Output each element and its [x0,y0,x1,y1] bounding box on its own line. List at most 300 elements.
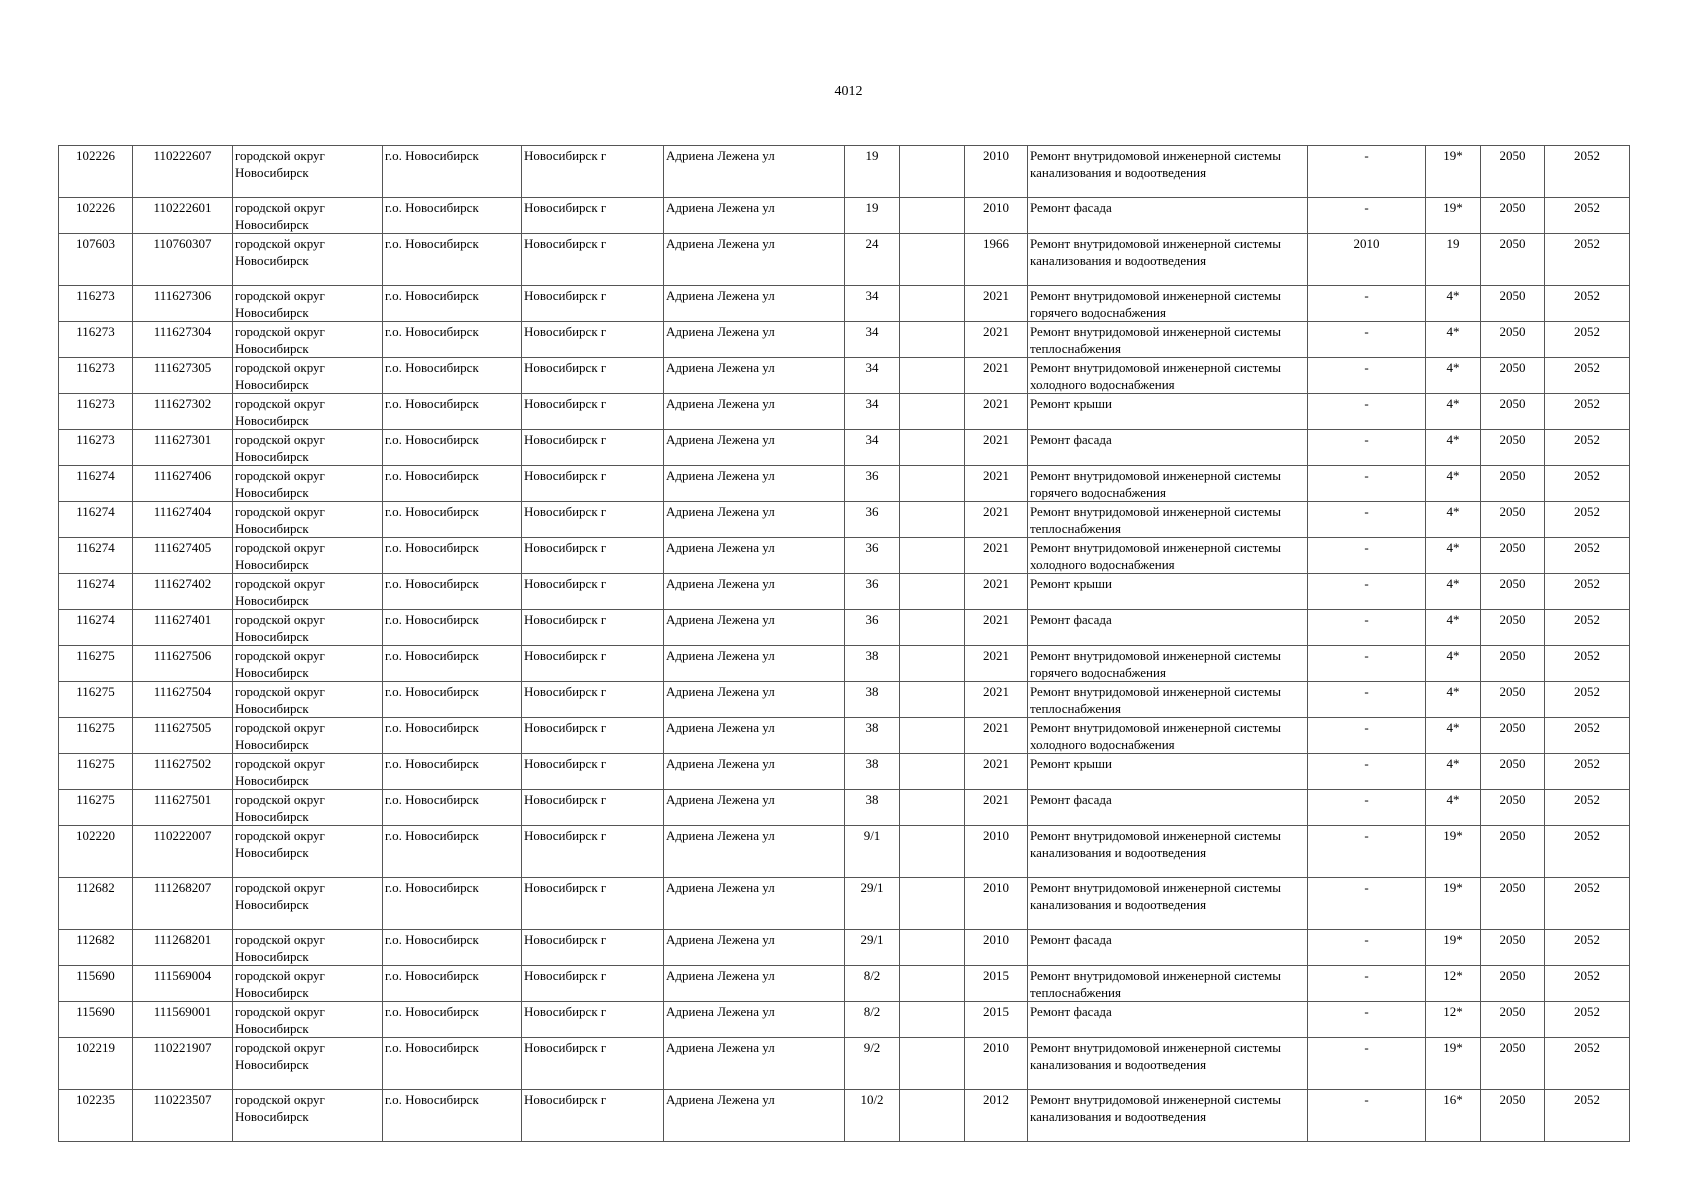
work-type-cell: Ремонт внутридомовой инженерной системы теплоснабжения [1028,502,1308,538]
house-number-cell: 19 [845,198,900,234]
street-cell: Адриена Лежена ул [664,146,845,198]
street-cell: Адриена Лежена ул [664,234,845,286]
row-id-cell: 116274 [59,610,133,646]
district-cell: городской округ Новосибирск [233,610,383,646]
empty-cell [900,1038,965,1090]
house-number-cell: 29/1 [845,930,900,966]
plan-end-cell: 2052 [1545,966,1630,1002]
age-cell: 19 [1426,234,1481,286]
street-cell: Адриена Лежена ул [664,1002,845,1038]
row-id-cell: 116275 [59,718,133,754]
work-type-cell: Ремонт внутридомовой инженерной системы теплоснабжения [1028,966,1308,1002]
page-number: 4012 [834,84,863,99]
age-cell: 4* [1426,790,1481,826]
last-repair-cell: 2010 [1308,234,1426,286]
age-cell: 4* [1426,358,1481,394]
year-cell: 2010 [965,878,1028,930]
municipality-cell: г.о. Новосибирск [383,682,522,718]
row-code-cell: 111627301 [133,430,233,466]
table-body [59,146,1630,1142]
settlement-cell: Новосибирск г [522,1038,664,1090]
age-cell: 12* [1426,1002,1481,1038]
district-cell: городской округ Новосибирск [233,430,383,466]
municipality-cell: г.о. Новосибирск [383,826,522,878]
empty-cell [900,790,965,826]
settlement-cell: Новосибирск г [522,198,664,234]
age-cell: 4* [1426,538,1481,574]
municipality-cell: г.о. Новосибирск [383,878,522,930]
table-row [59,502,1630,538]
row-id-cell: 116273 [59,286,133,322]
year-cell: 2010 [965,930,1028,966]
last-repair-cell: - [1308,538,1426,574]
settlement-cell: Новосибирск г [522,358,664,394]
last-repair-cell: - [1308,930,1426,966]
age-cell: 4* [1426,610,1481,646]
plan-end-cell: 2052 [1545,718,1630,754]
year-cell: 2021 [965,502,1028,538]
house-number-cell: 38 [845,790,900,826]
table-row [59,878,1630,930]
row-id-cell: 115690 [59,1002,133,1038]
settlement-cell: Новосибирск г [522,930,664,966]
row-id-cell: 116273 [59,394,133,430]
age-cell: 19* [1426,878,1481,930]
table-row [59,394,1630,430]
row-code-cell: 111627404 [133,502,233,538]
row-id-cell: 116273 [59,322,133,358]
district-cell: городской округ Новосибирск [233,966,383,1002]
district-cell: городской округ Новосибирск [233,358,383,394]
table-row [59,1038,1630,1090]
row-id-cell: 116274 [59,574,133,610]
year-cell: 2021 [965,610,1028,646]
age-cell: 19* [1426,930,1481,966]
district-cell: городской округ Новосибирск [233,754,383,790]
municipality-cell: г.о. Новосибирск [383,234,522,286]
house-number-cell: 34 [845,358,900,394]
empty-cell [900,878,965,930]
municipality-cell: г.о. Новосибирск [383,610,522,646]
table-row [59,1090,1630,1142]
work-type-cell: Ремонт внутридомовой инженерной системы канализования и водоотведения [1028,234,1308,286]
table-row [59,1002,1630,1038]
year-cell: 2021 [965,646,1028,682]
table-row [59,610,1630,646]
plan-start-cell: 2050 [1481,878,1545,930]
row-id-cell: 112682 [59,930,133,966]
district-cell: городской округ Новосибирск [233,878,383,930]
year-cell: 2012 [965,1090,1028,1142]
row-id-cell: 102226 [59,198,133,234]
plan-start-cell: 2050 [1481,826,1545,878]
work-type-cell: Ремонт фасада [1028,1002,1308,1038]
year-cell: 2021 [965,394,1028,430]
last-repair-cell: - [1308,790,1426,826]
empty-cell [900,754,965,790]
district-cell: городской округ Новосибирск [233,646,383,682]
municipality-cell: г.о. Новосибирск [383,718,522,754]
work-type-cell: Ремонт крыши [1028,754,1308,790]
empty-cell [900,502,965,538]
empty-cell [900,930,965,966]
work-type-cell: Ремонт фасада [1028,198,1308,234]
last-repair-cell: - [1308,682,1426,718]
house-number-cell: 8/2 [845,966,900,1002]
plan-start-cell: 2050 [1481,610,1545,646]
table-row [59,966,1630,1002]
plan-end-cell: 2052 [1545,1002,1630,1038]
last-repair-cell: - [1308,1090,1426,1142]
last-repair-cell: - [1308,430,1426,466]
row-code-cell: 111627506 [133,646,233,682]
age-cell: 19* [1426,1038,1481,1090]
municipality-cell: г.о. Новосибирск [383,574,522,610]
municipality-cell: г.о. Новосибирск [383,966,522,1002]
year-cell: 2021 [965,718,1028,754]
year-cell: 2021 [965,286,1028,322]
settlement-cell: Новосибирск г [522,502,664,538]
settlement-cell: Новосибирск г [522,146,664,198]
work-type-cell: Ремонт внутридомовой инженерной системы горячего водоснабжения [1028,646,1308,682]
plan-start-cell: 2050 [1481,358,1545,394]
empty-cell [900,286,965,322]
municipality-cell: г.о. Новосибирск [383,358,522,394]
table-row [59,538,1630,574]
empty-cell [900,394,965,430]
row-id-cell: 116273 [59,430,133,466]
district-cell: городской округ Новосибирск [233,1090,383,1142]
row-id-cell: 116273 [59,358,133,394]
year-cell: 2010 [965,826,1028,878]
age-cell: 4* [1426,322,1481,358]
last-repair-cell: - [1308,878,1426,930]
row-id-cell: 102220 [59,826,133,878]
row-code-cell: 110223507 [133,1090,233,1142]
municipality-cell: г.о. Новосибирск [383,790,522,826]
plan-start-cell: 2050 [1481,322,1545,358]
plan-end-cell: 2052 [1545,146,1630,198]
table-row [59,198,1630,234]
age-cell: 4* [1426,430,1481,466]
street-cell: Адриена Лежена ул [664,358,845,394]
last-repair-cell: - [1308,1038,1426,1090]
work-type-cell: Ремонт фасада [1028,930,1308,966]
district-cell: городской округ Новосибирск [233,286,383,322]
row-code-cell: 110760307 [133,234,233,286]
row-code-cell: 111627504 [133,682,233,718]
house-number-cell: 9/1 [845,826,900,878]
age-cell: 16* [1426,1090,1481,1142]
row-id-cell: 102219 [59,1038,133,1090]
plan-end-cell: 2052 [1545,538,1630,574]
empty-cell [900,682,965,718]
settlement-cell: Новосибирск г [522,610,664,646]
plan-end-cell: 2052 [1545,198,1630,234]
house-number-cell: 10/2 [845,1090,900,1142]
row-id-cell: 112682 [59,878,133,930]
row-id-cell: 116275 [59,790,133,826]
street-cell: Адриена Лежена ул [664,322,845,358]
row-code-cell: 111627401 [133,610,233,646]
plan-start-cell: 2050 [1481,682,1545,718]
settlement-cell: Новосибирск г [522,286,664,322]
plan-start-cell: 2050 [1481,1002,1545,1038]
table-row [59,286,1630,322]
district-cell: городской округ Новосибирск [233,394,383,430]
municipality-cell: г.о. Новосибирск [383,538,522,574]
street-cell: Адриена Лежена ул [664,718,845,754]
year-cell: 2015 [965,1002,1028,1038]
table-row [59,574,1630,610]
settlement-cell: Новосибирск г [522,966,664,1002]
house-number-cell: 9/2 [845,1038,900,1090]
work-type-cell: Ремонт внутридомовой инженерной системы холодного водоснабжения [1028,718,1308,754]
settlement-cell: Новосибирск г [522,718,664,754]
age-cell: 19* [1426,198,1481,234]
last-repair-cell: - [1308,286,1426,322]
row-code-cell: 111268201 [133,930,233,966]
district-cell: городской округ Новосибирск [233,574,383,610]
empty-cell [900,646,965,682]
year-cell: 2021 [965,574,1028,610]
row-code-cell: 111627406 [133,466,233,502]
house-number-cell: 36 [845,574,900,610]
work-type-cell: Ремонт фасада [1028,610,1308,646]
plan-end-cell: 2052 [1545,358,1630,394]
plan-end-cell: 2052 [1545,234,1630,286]
empty-cell [900,574,965,610]
last-repair-cell: - [1308,466,1426,502]
repair-registry-table [58,145,1630,1142]
district-cell: городской округ Новосибирск [233,538,383,574]
table-row [59,682,1630,718]
plan-start-cell: 2050 [1481,718,1545,754]
table-row [59,826,1630,878]
district-cell: городской округ Новосибирск [233,198,383,234]
plan-end-cell: 2052 [1545,1090,1630,1142]
row-code-cell: 111627405 [133,538,233,574]
street-cell: Адриена Лежена ул [664,790,845,826]
house-number-cell: 34 [845,322,900,358]
row-id-cell: 116274 [59,466,133,502]
year-cell: 2021 [965,430,1028,466]
municipality-cell: г.о. Новосибирск [383,394,522,430]
house-number-cell: 36 [845,610,900,646]
row-id-cell: 116275 [59,682,133,718]
year-cell: 2010 [965,146,1028,198]
empty-cell [900,198,965,234]
settlement-cell: Новосибирск г [522,538,664,574]
year-cell: 2021 [965,466,1028,502]
row-id-cell: 116275 [59,646,133,682]
row-code-cell: 111627402 [133,574,233,610]
work-type-cell: Ремонт внутридомовой инженерной системы теплоснабжения [1028,682,1308,718]
municipality-cell: г.о. Новосибирск [383,146,522,198]
age-cell: 4* [1426,682,1481,718]
last-repair-cell: - [1308,358,1426,394]
year-cell: 2021 [965,538,1028,574]
empty-cell [900,358,965,394]
table-row [59,466,1630,502]
table-row [59,322,1630,358]
table-row [59,146,1630,198]
age-cell: 19* [1426,826,1481,878]
row-code-cell: 111627302 [133,394,233,430]
row-code-cell: 110222607 [133,146,233,198]
house-number-cell: 36 [845,502,900,538]
last-repair-cell: - [1308,146,1426,198]
district-cell: городской округ Новосибирск [233,234,383,286]
street-cell: Адриена Лежена ул [664,430,845,466]
row-code-cell: 111627305 [133,358,233,394]
last-repair-cell: - [1308,826,1426,878]
settlement-cell: Новосибирск г [522,646,664,682]
row-code-cell: 111627501 [133,790,233,826]
street-cell: Адриена Лежена ул [664,930,845,966]
plan-end-cell: 2052 [1545,754,1630,790]
year-cell: 2010 [965,198,1028,234]
street-cell: Адриена Лежена ул [664,538,845,574]
year-cell: 2010 [965,1038,1028,1090]
plan-start-cell: 2050 [1481,930,1545,966]
municipality-cell: г.о. Новосибирск [383,466,522,502]
last-repair-cell: - [1308,754,1426,790]
street-cell: Адриена Лежена ул [664,826,845,878]
work-type-cell: Ремонт внутридомовой инженерной системы горячего водоснабжения [1028,286,1308,322]
empty-cell [900,718,965,754]
plan-end-cell: 2052 [1545,930,1630,966]
table-row [59,754,1630,790]
street-cell: Адриена Лежена ул [664,966,845,1002]
row-id-cell: 116274 [59,502,133,538]
age-cell: 4* [1426,574,1481,610]
street-cell: Адриена Лежена ул [664,1038,845,1090]
plan-start-cell: 2050 [1481,146,1545,198]
empty-cell [900,146,965,198]
plan-start-cell: 2050 [1481,198,1545,234]
settlement-cell: Новосибирск г [522,1002,664,1038]
year-cell: 2021 [965,358,1028,394]
last-repair-cell: - [1308,646,1426,682]
street-cell: Адриена Лежена ул [664,754,845,790]
plan-start-cell: 2050 [1481,502,1545,538]
street-cell: Адриена Лежена ул [664,646,845,682]
last-repair-cell: - [1308,394,1426,430]
municipality-cell: г.о. Новосибирск [383,430,522,466]
table-row [59,930,1630,966]
plan-start-cell: 2050 [1481,646,1545,682]
plan-end-cell: 2052 [1545,430,1630,466]
settlement-cell: Новосибирск г [522,878,664,930]
work-type-cell: Ремонт внутридомовой инженерной системы холодного водоснабжения [1028,358,1308,394]
work-type-cell: Ремонт внутридомовой инженерной системы канализования и водоотведения [1028,826,1308,878]
empty-cell [900,1090,965,1142]
year-cell: 2021 [965,754,1028,790]
plan-end-cell: 2052 [1545,322,1630,358]
municipality-cell: г.о. Новосибирск [383,930,522,966]
house-number-cell: 8/2 [845,1002,900,1038]
table-row [59,718,1630,754]
plan-end-cell: 2052 [1545,826,1630,878]
age-cell: 19* [1426,146,1481,198]
work-type-cell: Ремонт внутридомовой инженерной системы канализования и водоотведения [1028,146,1308,198]
street-cell: Адриена Лежена ул [664,466,845,502]
row-code-cell: 110221907 [133,1038,233,1090]
settlement-cell: Новосибирск г [522,574,664,610]
year-cell: 2021 [965,790,1028,826]
work-type-cell: Ремонт крыши [1028,574,1308,610]
street-cell: Адриена Лежена ул [664,198,845,234]
district-cell: городской округ Новосибирск [233,930,383,966]
empty-cell [900,234,965,286]
last-repair-cell: - [1308,574,1426,610]
row-code-cell: 111569001 [133,1002,233,1038]
table-row [59,646,1630,682]
street-cell: Адриена Лежена ул [664,502,845,538]
district-cell: городской округ Новосибирск [233,826,383,878]
municipality-cell: г.о. Новосибирск [383,1038,522,1090]
street-cell: Адриена Лежена ул [664,682,845,718]
last-repair-cell: - [1308,1002,1426,1038]
age-cell: 12* [1426,966,1481,1002]
work-type-cell: Ремонт внутридомовой инженерной системы горячего водоснабжения [1028,466,1308,502]
settlement-cell: Новосибирск г [522,234,664,286]
row-id-cell: 115690 [59,966,133,1002]
plan-start-cell: 2050 [1481,394,1545,430]
work-type-cell: Ремонт внутридомовой инженерной системы теплоснабжения [1028,322,1308,358]
plan-start-cell: 2050 [1481,790,1545,826]
plan-start-cell: 2050 [1481,538,1545,574]
plan-start-cell: 2050 [1481,466,1545,502]
plan-end-cell: 2052 [1545,610,1630,646]
work-type-cell: Ремонт внутридомовой инженерной системы холодного водоснабжения [1028,538,1308,574]
plan-end-cell: 2052 [1545,286,1630,322]
district-cell: городской округ Новосибирск [233,466,383,502]
house-number-cell: 38 [845,718,900,754]
house-number-cell: 38 [845,754,900,790]
district-cell: городской округ Новосибирск [233,790,383,826]
district-cell: городской округ Новосибирск [233,146,383,198]
settlement-cell: Новосибирск г [522,430,664,466]
last-repair-cell: - [1308,502,1426,538]
street-cell: Адриена Лежена ул [664,1090,845,1142]
settlement-cell: Новосибирск г [522,754,664,790]
plan-start-cell: 2050 [1481,1038,1545,1090]
house-number-cell: 36 [845,466,900,502]
plan-start-cell: 2050 [1481,286,1545,322]
plan-end-cell: 2052 [1545,878,1630,930]
plan-start-cell: 2050 [1481,430,1545,466]
last-repair-cell: - [1308,610,1426,646]
settlement-cell: Новосибирск г [522,1090,664,1142]
empty-cell [900,610,965,646]
district-cell: городской округ Новосибирск [233,682,383,718]
street-cell: Адриена Лежена ул [664,610,845,646]
street-cell: Адриена Лежена ул [664,394,845,430]
age-cell: 4* [1426,394,1481,430]
table-row [59,358,1630,394]
municipality-cell: г.о. Новосибирск [383,1090,522,1142]
empty-cell [900,966,965,1002]
age-cell: 4* [1426,646,1481,682]
plan-end-cell: 2052 [1545,682,1630,718]
plan-end-cell: 2052 [1545,466,1630,502]
house-number-cell: 34 [845,430,900,466]
municipality-cell: г.о. Новосибирск [383,322,522,358]
settlement-cell: Новосибирск г [522,790,664,826]
last-repair-cell: - [1308,198,1426,234]
